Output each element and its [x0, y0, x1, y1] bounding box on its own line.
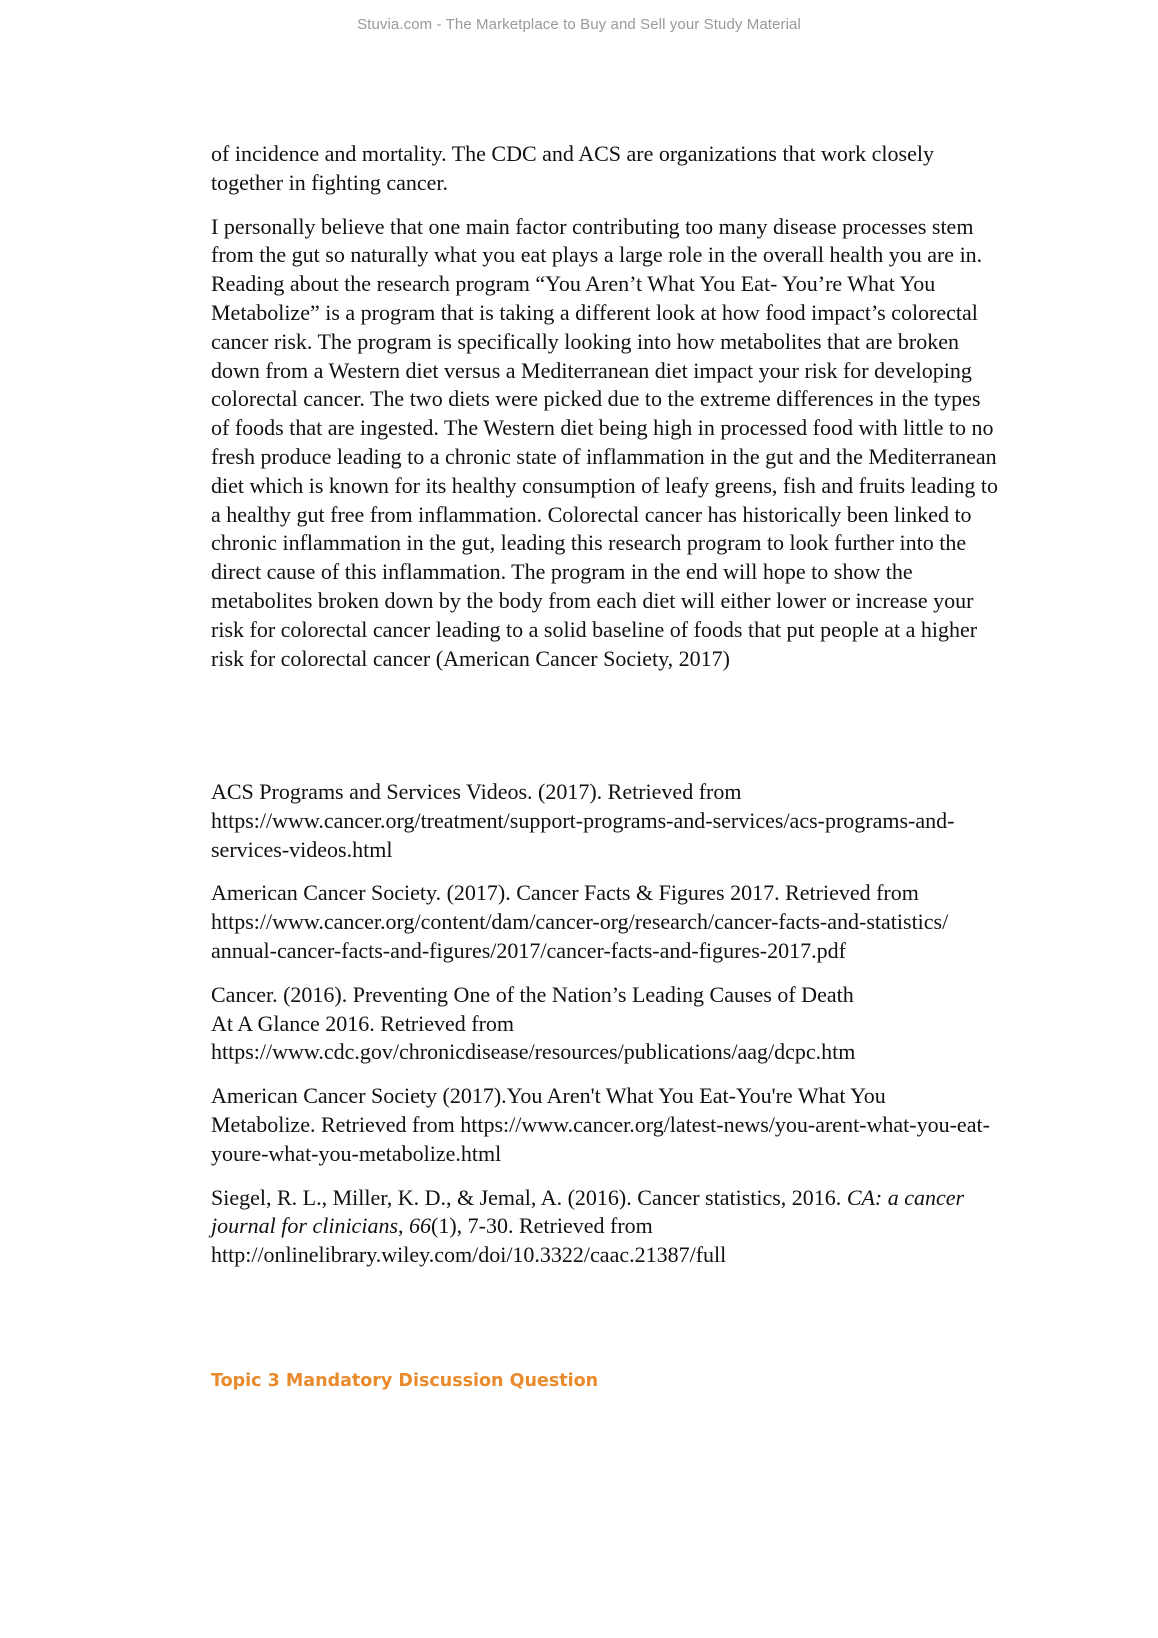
reference-cdc: [211, 981, 1061, 1067]
text-line: risk for colorectal cancer leading to a solid baseline of foods that put people at a higher: [211, 616, 978, 642]
text-line: metabolites broken down by the body from each diet will either lower or increase your: [211, 587, 974, 613]
text-line: Cancer. (2016). Preventing One of the Nation’s Leading Causes of Death: [211, 981, 854, 1007]
text-line: youre-what-you-metabolize.html: [211, 1140, 502, 1166]
text-line: [211, 1212, 1061, 1241]
section-heading: Topic 3 Mandatory Discussion Question: [211, 1371, 599, 1391]
citation-pages: (1), 7-30. Retrieved from: [431, 1213, 653, 1239]
text-line: https://www.cancer.org/content/dam/cancer-org/research/cancer-facts-and-statistics/: [211, 909, 949, 935]
text-line: annual-cancer-facts-and-figures/2017/cancer-facts-and-figures-2017.pdf: [211, 937, 846, 963]
watermark-header: Stuvia.com - The Marketplace to Buy and Sell your Study Material: [357, 16, 801, 33]
reference-siegel: [211, 1184, 1061, 1270]
text-line: https://www.cdc.gov/chronicdisease/resources/publications/aag/dcpc.htm: [211, 1039, 856, 1065]
text-line: of foods that are ingested. The Western diet being high in processed food with little to no: [211, 415, 994, 441]
text-line: chronic inflammation in the gut, leading this research program to look further into the: [211, 530, 967, 556]
reference-acs-videos: [211, 778, 1061, 864]
text-line: a healthy gut free from inflammation. Colorectal cancer has historically been linked to: [211, 501, 972, 527]
text-line: together in fighting cancer.: [211, 169, 449, 195]
separator: ,: [398, 1213, 409, 1239]
reference-acs-metabolize: [211, 1082, 1061, 1168]
paragraph-intro: [211, 140, 1061, 198]
text-line: fresh produce leading to a chronic state of inflammation in the gut and the Mediterranean: [211, 443, 997, 469]
text-line: http://onlinelibrary.wiley.com/doi/10.3322/caac.21387/full: [211, 1242, 727, 1268]
text-line: I personally believe that one main factor contributing too many disease processes stem: [211, 213, 974, 239]
text-line: Metabolize. Retrieved from https://www.cancer.org/latest-news/you-arent-what-you-eat-: [211, 1111, 990, 1137]
text-line: https://www.cancer.org/treatment/support-programs-and-services/acs-programs-and-: [211, 807, 955, 833]
reference-acs-facts: [211, 879, 1061, 965]
reference-list: [211, 778, 1061, 1285]
text-line: of incidence and mortality. The CDC and ACS are organizations that work closely: [211, 141, 934, 166]
text-line: American Cancer Society (2017).You Aren't What You Eat-You're What You: [211, 1083, 886, 1109]
journal-title: journal for clinicians: [211, 1213, 398, 1239]
text-line: [211, 1184, 1061, 1213]
journal-title: CA: a cancer: [846, 1184, 965, 1210]
text-line: colorectal cancer. The two diets were picked due to the extreme differences in the types: [211, 386, 981, 412]
text-line: direct cause of this inflammation. The program in the end will hope to show the: [211, 559, 913, 585]
text-line: from the gut so naturally what you eat plays a large role in the overall health you are in.: [211, 242, 983, 268]
text-line: American Cancer Society. (2017). Cancer Facts & Figures 2017. Retrieved from: [211, 880, 919, 906]
journal-volume: 66: [409, 1213, 431, 1239]
text-line: down from a Western diet versus a Mediterranean diet impact your risk for developing: [211, 357, 972, 383]
text-line: cancer risk. The program is specifically looking into how metabolites that are broken: [211, 328, 959, 354]
body-text: [211, 140, 1061, 688]
citation-authors: Siegel, R. L., Miller, K. D., & Jemal, A. (2016). Cancer statistics, 2016.: [211, 1184, 847, 1210]
text-line: At A Glance 2016. Retrieved from: [211, 1010, 515, 1036]
text-line: Metabolize” is a program that is taking a different look at how food impact’s colorectal: [211, 299, 978, 325]
text-line: services-videos.html: [211, 836, 393, 862]
text-line: diet which is known for its healthy consumption of leafy greens, fish and fruits leading to: [211, 472, 998, 498]
text-line: risk for colorectal cancer (American Cancer Society, 2017): [211, 645, 730, 671]
text-line: ACS Programs and Services Videos. (2017). Retrieved from: [211, 779, 742, 804]
text-line: Reading about the research program “You Aren’t What You Eat- You’re What You: [211, 271, 936, 297]
paragraph-opinion: [211, 213, 1061, 674]
